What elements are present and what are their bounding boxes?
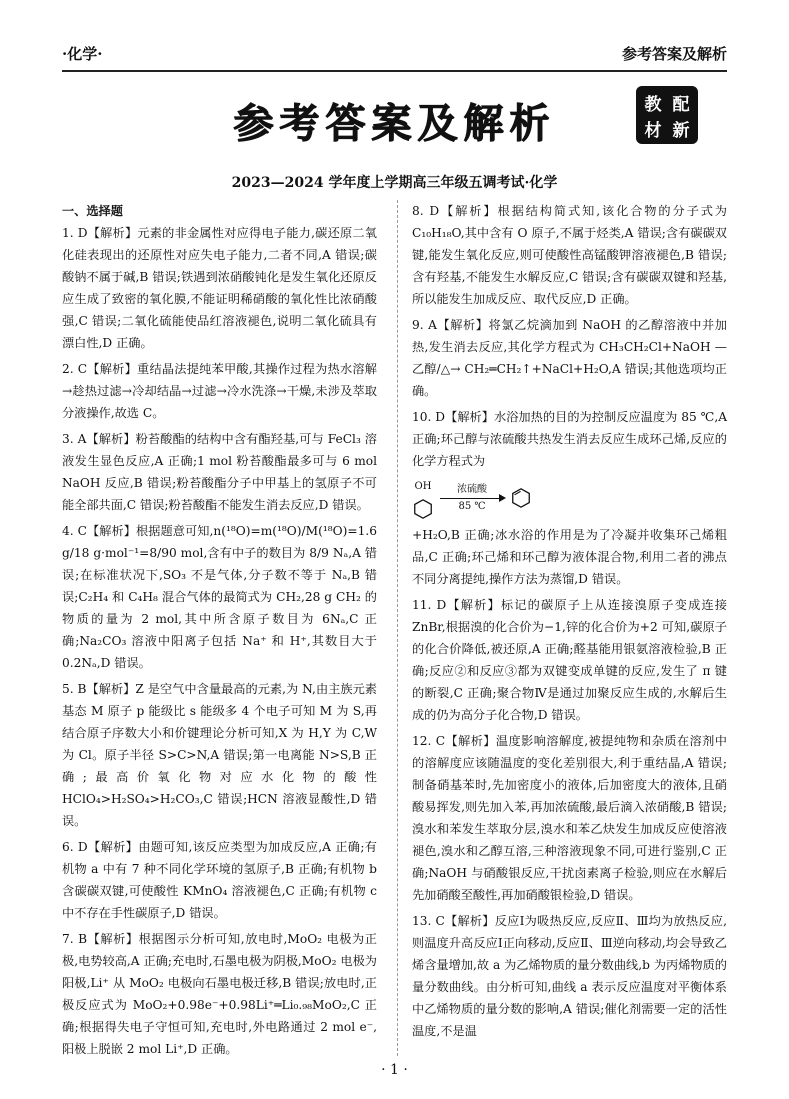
answer-columns bbox=[62, 200, 727, 1056]
answer-item: 3. A【解析】粉苔酸酯的结构中含有酯羟基,可与 FeCl₃ 溶液发生显色反应,A 正确;1 mol 粉苔酸酯最多可与 6 mol NaOH 反应,B 错误;粉苔酸酯分子中甲基上的氢原子不可能全部共面,C 错误;粉苔酸酯不能发生消去反应,D 错误。 bbox=[62, 432, 377, 512]
answer-item: 13. C【解析】反应Ⅰ为吸热反应,反应Ⅱ、Ⅲ均为放热反应,则温度升高反应Ⅰ正向移动,反应Ⅱ、Ⅲ逆向移动,均会导致乙烯含量增加,故 a 为乙烯物质的量分数曲线,b 为丙烯物质的量分数曲线。由分析可知,曲线 a 表示反应温度对平衡体系中乙烯物质的量分数的影响,A 错误;催化剂需要一定的活性温度,不是温 bbox=[412, 914, 727, 1038]
section-heading: 一、选择题 bbox=[62, 204, 123, 218]
exam-subtitle: 2023—2024 学年度上学期高三年级五调考试·化学 bbox=[231, 175, 558, 191]
right-column bbox=[408, 200, 727, 1056]
page-number: · 1 · bbox=[381, 1062, 408, 1078]
answer-item: 11. D【解析】标记的碳原子上从连接溴原子变成连接 ZnBr,根据溴的化合价为−1,锌的化合价为+2 可知,碳原子的化合价降低,被还原,A 正确;醛基能用银氨溶液检验,B 正确;反应②和反应③都为双键变成单键的反应,发生了 π 键的断裂,C 正确;聚合物Ⅳ是通过加聚反应生成的,水解后生成的仍为高分子化合物,D 错误。 bbox=[412, 598, 727, 722]
cyclohexene-ring-icon bbox=[510, 487, 532, 509]
answer-item: 9. A【解析】将氯乙烷滴加到 NaOH 的乙醇溶液中并加热,发生消去反应,其化学方程式为 CH₃CH₂Cl+NaOH —乙醇/△→ CH₂═CH₂↑+NaCl+H₂O,A 错误;其他选项均正确。 bbox=[412, 318, 727, 398]
stamp-char: 材 bbox=[644, 120, 662, 141]
header-doc-type: 参考答案及解析 bbox=[621, 45, 727, 63]
arrow-bottom-label: 85 ℃ bbox=[458, 500, 486, 512]
answer-item: 7. B【解析】根据图示分析可知,放电时,MoO₂ 电极为正极,电势较高,A 正确;充电时,石墨电极为阴极,MoO₂ 电极为阳极,Li⁺ 从 MoO₂ 电极向石墨电极迁移,B 错误;放电时,正极反应式为 MoO₂+0.98e⁻+0.98Li⁺═Li₀.₉₈MoO₂,C 正确;根据得失电子守恒可知,充电时,外电路通过 2 mol e⁻,阳极上脱嵌 2 mol Li⁺,D 正确。 bbox=[62, 932, 377, 1056]
hydroxyl-label: OH bbox=[414, 481, 432, 492]
arrow-top-label: 浓硫酸 bbox=[457, 483, 487, 495]
answer-item: 1. D【解析】元素的非金属性对应得电子能力,碳还原二氧化硅表现出的还原性对应失电子能力,二者不同,A 错误;碳酸钠不属于碱,B 错误;铁遇到浓硝酸钝化是发生氧化还原反应生成了致密的氧化膜,不能证明稀硝酸的氧化性比浓硝酸强,C 错误;二氧化硫能使品红溶液褪色,说明二氧化硫具有漂白性,D 正确。 bbox=[62, 226, 377, 350]
stamp-char: 配 bbox=[672, 94, 690, 115]
answer-item: 5. B【解析】Z 是空气中含量最高的元素,为 N,由主族元素基态 M 原子 p 能级比 s 能级多 4 个电子可知 M 为 S,再结合原子序数大小和价键理论分析可知,X 为 H,Y 为 C,W 为 Cl。原子半径 S>C>N,A 错误;第一电离能 N>S,B 正确;最高价氧化物对应水化物的酸性 HClO₄>H₂SO₄>H₂CO₃,C 错误;HCN 溶液显酸性,D 错误。 bbox=[62, 682, 377, 828]
answer-item: 2. C【解析】重结晶法提纯苯甲酸,其操作过程为热水溶解→趁热过滤→冷却结晶→过滤→冷水洗涤→干燥,未涉及萃取分液操作,故选 C。 bbox=[62, 362, 377, 420]
answer-item: +H₂O,B 正确;冰水浴的作用是为了冷凝并收集环己烯粗品,C 正确;环己烯和环己醇为液体混合物,利用二者的沸点不同分离提纯,操作方法为蒸馏,D 错误。 bbox=[412, 528, 727, 586]
new-textbook-stamp bbox=[636, 86, 698, 144]
answer-item: 4. C【解析】根据题意可知,n(¹⁸O)=m(¹⁸O)/M(¹⁸O)=1.6 g/18 g·mol⁻¹=8/90 mol,含有中子的数目为 8/9 Nₐ,A 错误;在标准状况下,SO₃ 不是气体,分子数不等于 Nₐ,B 错误;C₂H₄ 和 C₄H₈ 混合气体的最简式为 CH₂,28 g CH₂ 的物质的量为 2 mol,其中所含原子数目为 6Nₐ,C 正确;Na₂CO₃ 溶液中阳离子包括 Na⁺ 和 H⁺,其数目大于 0.2Nₐ,D 错误。 bbox=[62, 524, 377, 670]
left-column bbox=[62, 200, 387, 1056]
cyclohexanol-reaction bbox=[412, 476, 727, 520]
answer-item: 10. D【解析】水浴加热的目的为控制反应温度为 85 ℃,A 正确;环己醇与浓硫酸共热发生消去反应生成环己烯,反应的化学方程式为 bbox=[412, 410, 727, 468]
answer-item: 6. D【解析】由题可知,该反应类型为加成反应,A 正确;有机物 a 中有 7 种不同化学环境的氢原子,B 正确;有机物 b 含碳碳双键,可使酸性 KMnO₄ 溶液褪色,C 正确;有机物 c 中不存在手性碳原子,D 错误。 bbox=[62, 840, 377, 920]
hexagon-ring-icon bbox=[412, 498, 434, 520]
answer-item: 8. D【解析】根据结构简式知,该化合物的分子式为 C₁₀H₁₈O,其中含有 O 原子,不属于烃类,A 错误;含有碳碳双键,能发生氧化反应,则可使酸性高锰酸钾溶液褪色,B 错误;含有羟基,不能发生水解反应,C 错误;含有碳碳双键和羟基,所以能发生加成反应、取代反应,D 正确。 bbox=[412, 204, 727, 306]
stamp-char: 新 bbox=[672, 120, 690, 141]
header-subject: ·化学· bbox=[62, 45, 103, 63]
column-divider bbox=[397, 200, 398, 1056]
reaction-arrow bbox=[440, 484, 504, 513]
cyclohexanol-structure bbox=[412, 476, 434, 520]
page-title: 参考答案及解析 bbox=[233, 101, 556, 147]
stamp-char: 教 bbox=[644, 94, 662, 115]
answer-item: 12. C【解析】温度影响溶解度,被提纯物和杂质在溶剂中的溶解度应该随温度的变化差别很大,利于重结晶,A 错误;制备硝基苯时,先加密度小的液体,后加密度大的液体,且硝酸易挥发,则先加入苯,再加浓硫酸,最后滴入浓硝酸,B 错误;溴水和苯发生萃取分层,溴水和苯乙炔发生加成反应使溶液褪色,溴水和乙醇互溶,三种溶液现象不同,可进行鉴别,C 正确;NaOH 与硝酸银反应,干扰卤素离子检验,则应在水解后先加硝酸至酸性,再加硝酸银检验,D 错误。 bbox=[412, 734, 727, 902]
page-header bbox=[62, 38, 727, 72]
